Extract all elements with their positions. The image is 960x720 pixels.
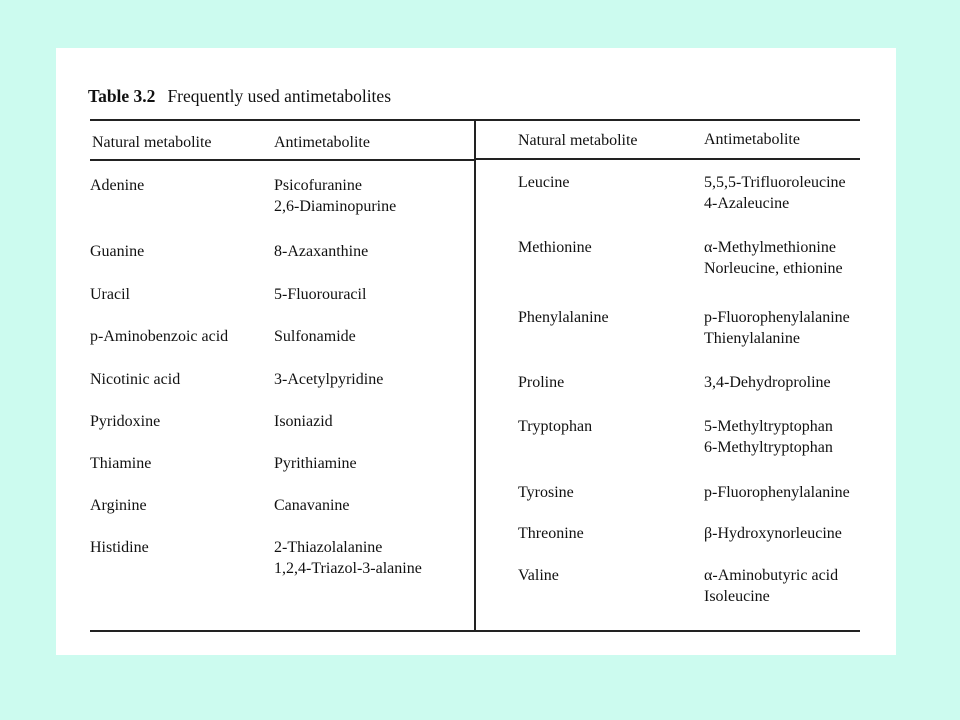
antimetabolite-name: β-Hydroxynorleucine bbox=[704, 525, 842, 542]
left-antimetabolite bbox=[274, 284, 366, 305]
left-natural-metabolite: Arginine bbox=[90, 497, 147, 514]
right-natural-metabolite: Proline bbox=[518, 374, 565, 391]
left-antimetabolite bbox=[274, 241, 368, 262]
antimetabolite-name: Norleucine, ethionine bbox=[704, 260, 843, 277]
antimetabolite-name: 5-Methyltryptophan bbox=[704, 418, 833, 435]
column-divider bbox=[474, 120, 476, 630]
right-natural-metabolite: Tryptophan bbox=[518, 418, 593, 435]
left-natural-metabolite: Guanine bbox=[90, 243, 145, 260]
bottom-rule bbox=[90, 630, 860, 632]
antimetabolite-name: Isoleucine bbox=[704, 588, 770, 605]
header-natural-right: Natural metabolite bbox=[518, 132, 638, 149]
table-title bbox=[88, 86, 391, 107]
antimetabolite-name: 3,4-Dehydroproline bbox=[704, 374, 831, 391]
left-natural-metabolite: Thiamine bbox=[90, 455, 152, 472]
right-antimetabolite bbox=[704, 565, 838, 607]
antimetabolite-name: Isoniazid bbox=[274, 413, 333, 430]
right-natural-metabolite: Methionine bbox=[518, 239, 592, 256]
right-natural-metabolite: Tyrosine bbox=[518, 484, 574, 501]
left-antimetabolite bbox=[274, 369, 383, 390]
left-antimetabolite bbox=[274, 411, 333, 432]
antimetabolite-name: 2-Thiazolalanine bbox=[274, 539, 383, 556]
left-antimetabolite bbox=[274, 175, 396, 217]
right-natural-metabolite: Phenylalanine bbox=[518, 309, 609, 326]
left-antimetabolite bbox=[274, 453, 357, 474]
antimetabolite-name: 8-Azaxanthine bbox=[274, 243, 369, 260]
antimetabolite-name: 3-Acetylpyridine bbox=[274, 371, 384, 388]
left-natural-metabolite: Uracil bbox=[90, 286, 130, 303]
antimetabolite-name: p-Fluorophenylalanine bbox=[704, 484, 850, 501]
header-anti-right: Antimetabolite bbox=[704, 131, 800, 148]
antimetabolite-name: α-Methylmethionine bbox=[704, 239, 836, 256]
header-rule-left bbox=[90, 159, 475, 161]
right-antimetabolite bbox=[704, 523, 842, 544]
header-natural-left: Natural metabolite bbox=[92, 134, 212, 151]
left-antimetabolite bbox=[274, 326, 356, 347]
antimetabolite-name: Psicofuranine bbox=[274, 177, 362, 194]
antimetabolite-name: Sulfonamide bbox=[274, 328, 356, 345]
left-antimetabolite bbox=[274, 495, 350, 516]
right-antimetabolite bbox=[704, 416, 833, 458]
antimetabolite-name: 5,5,5-Trifluoroleucine bbox=[704, 174, 846, 191]
left-natural-metabolite: Nicotinic acid bbox=[90, 371, 181, 388]
right-antimetabolite bbox=[704, 482, 850, 503]
antimetabolite-name: 5-Fluorouracil bbox=[274, 286, 367, 303]
antimetabolite-name: p-Fluorophenylalanine bbox=[704, 309, 850, 326]
left-natural-metabolite: Histidine bbox=[90, 539, 149, 556]
antimetabolite-name: 6-Methyltryptophan bbox=[704, 439, 833, 456]
header-anti-left: Antimetabolite bbox=[274, 134, 370, 151]
right-natural-metabolite: Valine bbox=[518, 567, 559, 584]
antimetabolite-name: 2,6-Diaminopurine bbox=[274, 198, 397, 215]
antimetabolite-name: Pyrithiamine bbox=[274, 455, 357, 472]
antimetabolite-name: 4-Azaleucine bbox=[704, 195, 790, 212]
antimetabolite-name: 1,2,4-Triazol-3-alanine bbox=[274, 560, 422, 577]
table-page bbox=[56, 48, 896, 655]
antimetabolite-name: Thienylalanine bbox=[704, 330, 800, 347]
right-antimetabolite bbox=[704, 172, 846, 214]
left-natural-metabolite: Pyridoxine bbox=[90, 413, 161, 430]
right-antimetabolite bbox=[704, 307, 850, 349]
left-antimetabolite bbox=[274, 537, 422, 579]
left-natural-metabolite: p-Aminobenzoic acid bbox=[90, 328, 229, 345]
header-rule-right bbox=[475, 158, 860, 160]
antimetabolite-name: α-Aminobutyric acid bbox=[704, 567, 839, 584]
antimetabolite-name: Canavanine bbox=[274, 497, 350, 514]
right-antimetabolite bbox=[704, 237, 843, 279]
table-number: Table 3.2 bbox=[88, 86, 156, 106]
right-antimetabolite bbox=[704, 372, 831, 393]
right-natural-metabolite: Leucine bbox=[518, 174, 570, 191]
right-natural-metabolite: Threonine bbox=[518, 525, 584, 542]
left-natural-metabolite: Adenine bbox=[90, 177, 145, 194]
table-caption: Frequently used antimetabolites bbox=[167, 86, 391, 106]
